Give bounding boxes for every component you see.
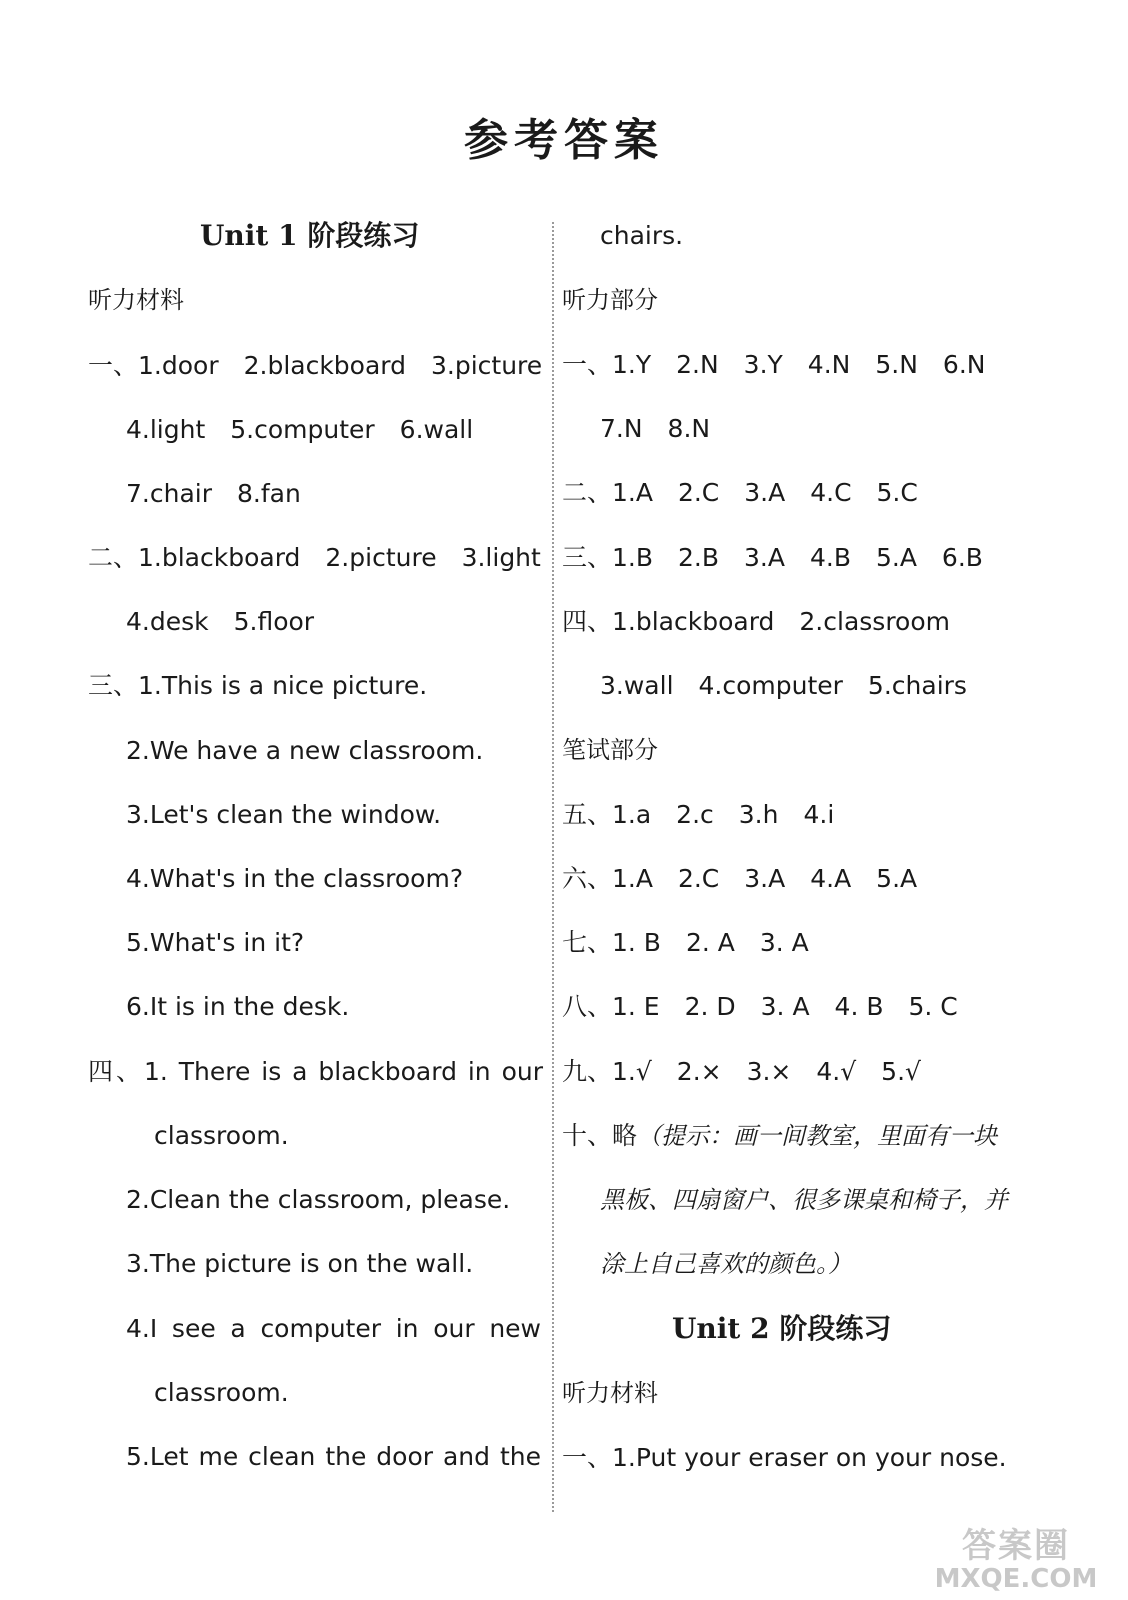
answer-line: 八、1. E 2. D 3. A 4. B 5. C (562, 992, 958, 1021)
answer-line: 4.light 5.computer 6.wall (126, 415, 474, 444)
answer-line: 3.The picture is on the wall. (126, 1249, 474, 1278)
answer-line: 二、1.blackboard 2.picture 3.light (88, 543, 541, 572)
answer-line: 四、1.blackboard 2.classroom (562, 607, 950, 636)
lue-note-line: 黑板、四扇窗户、很多课桌和椅子，并 (600, 1186, 1008, 1214)
unit2-section-label: 听力材料 (562, 1379, 658, 1407)
answer-line: classroom. (154, 1121, 289, 1150)
answer-line: 一、1.door 2.blackboard 3.picture (88, 351, 543, 380)
page-title: 参考答案 (464, 115, 664, 166)
answer-line: classroom. (154, 1378, 289, 1407)
answer-line: 3.Let's clean the window. (126, 800, 442, 829)
answer-line: 5.What's in it? (126, 928, 305, 957)
lue-prefix: 十、略 (562, 1121, 638, 1150)
listening-section-label: 听力部分 (562, 286, 658, 314)
answer-line: 2.We have a new classroom. (126, 736, 484, 765)
answer-line: 七、1. B 2. A 3. A (562, 928, 809, 957)
answer-line: 四、1. There is a blackboard in our (88, 1057, 543, 1086)
unit1-heading: Unit 1 阶段练习 (200, 219, 420, 252)
answer-line: 二、1.A 2.C 3.A 4.C 5.C (562, 478, 918, 507)
answer-line: 一、1.Put your eraser on your nose. (562, 1443, 1007, 1472)
written-section-label: 笔试部分 (562, 736, 658, 764)
watermark-logo (926, 1528, 1106, 1594)
lue-note-line: 涂上自己喜欢的颜色。） (600, 1250, 852, 1278)
left-section-label: 听力材料 (88, 286, 184, 314)
lue-note: （提示：画一间教室，里面有一块 (637, 1122, 998, 1150)
answer-line: 九、1.√ 2.× 3.× 4.√ 5.√ (562, 1057, 921, 1086)
answer-line: 7.chair 8.fan (126, 479, 301, 508)
answer-line: 3.wall 4.computer 5.chairs (600, 671, 967, 700)
answer-line: 三、1.This is a nice picture. (88, 671, 428, 700)
answer-line: 五、1.a 2.c 3.h 4.i (562, 800, 835, 829)
answer-line: 4.I see a computer in our new (126, 1314, 541, 1343)
answer-line: 三、1.B 2.B 3.A 4.B 5.A 6.B (562, 543, 983, 572)
unit2-heading: Unit 2 阶段练习 (672, 1312, 892, 1345)
answer-line: 一、1.Y 2.N 3.Y 4.N 5.N 6.N (562, 350, 986, 379)
watermark-logo-text: 答案圈 (962, 1526, 1070, 1567)
answer-line-lue (562, 1116, 997, 1156)
answer-line: 7.N 8.N (600, 414, 711, 443)
answer-line: 2.Clean the classroom, please. (126, 1185, 511, 1214)
answer-line: 4.What's in the classroom? (126, 864, 464, 893)
continued-line: chairs. (600, 221, 684, 250)
answer-line: 六、1.A 2.C 3.A 4.A 5.A (562, 864, 918, 893)
answer-line: 4.desk 5.floor (126, 607, 315, 636)
column-divider (552, 222, 554, 1512)
watermark-domain: MXQE.COM (934, 1564, 1098, 1595)
answer-line: 6.It is in the desk. (126, 992, 350, 1021)
answer-line: 5.Let me clean the door and the (126, 1442, 541, 1471)
